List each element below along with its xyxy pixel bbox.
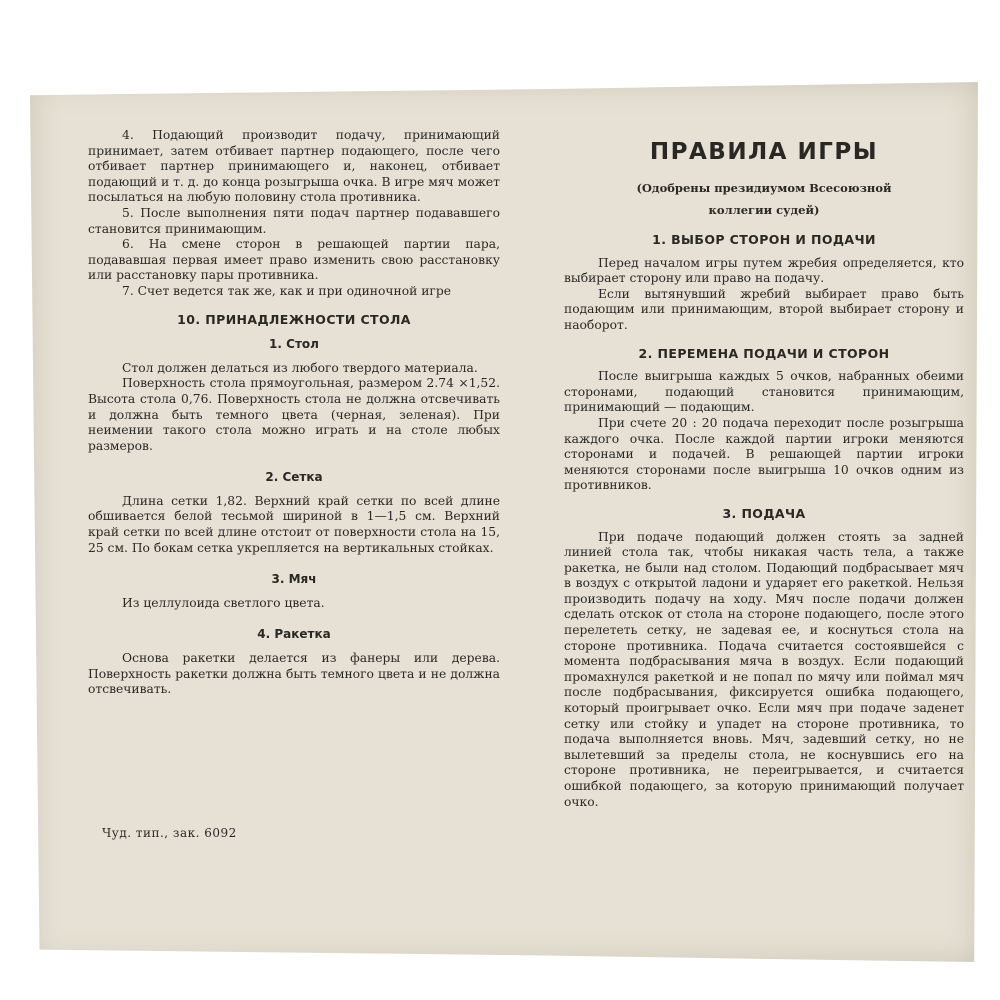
right-column (564, 130, 964, 810)
section-10-heading: 10. ПРИНАДЛЕЖНОСТИ СТОЛА (177, 311, 411, 327)
rule-4-paragraph: 4. Подающий производит подачу, принимающий принимает, затем отбивает партнер подающего, после чего отбивает партнер принимающего и, наконец, отбивает подающий и т. д. до конца розыгрыша очка. В игре мяч может посылаться на любую половину стола противника. (88, 128, 500, 205)
net-paragraph: Длина сетки 1,82. Верхний край сетки по всей длине обшивается белой тесьмой шириной в 1—1,5 см. Верхний край сетки по всей длине отстоит от поверхности стола на 15, 25 см. По бокам сетка укрепляется на вертикальных стойках. (88, 493, 500, 555)
racket-heading: 4. Ракетка (257, 627, 331, 642)
approval-line-1: (Одобрены президиумом Всесоюзной (636, 181, 892, 195)
section-3-paragraph: При подаче подающий должен стоять за задней линией стола так, чтобы никакая часть тела, а также ракетка, не были над столом. Подающий подбрасывает мяч в воздух с открытой ладони и ударяет его ракеткой. Нельзя производить подачу на ходу. Мяч после подачи должен сделать отскок от стола на стороне подающего, после этого перелететь сетку, не задевая ее, и коснуться стола на стороне противника. Подача считается состоявшейся с момента подбрасывания мяча в воздух. Если подающий промахнулся ракеткой и не попал по мячу или поймал мяч после подбрасывания, фиксируется ошибка подающего, который проигрывает очко. Если мяч при подаче заденет сетку или стойку и упадет на стороне противника, то подача выполняется вновь. Мяч, задевший сетку, но не вылетевший за пределы стола, не коснувшись его на стороне противника, не переигрывается, и считается ошибкой подающего, за которую принимающий получает очко. (564, 529, 964, 809)
section-2-paragraph-2: При счете 20 : 20 подача переходит после розыгрыша каждого очка. После каждой партии игроки меняются сторонами и подачей. В решающей партии игроки меняются сторонами после выигрыша 10 очков одним из противников. (564, 415, 964, 493)
section-1-paragraph-1: Перед началом игры путем жребия определяется, кто выбирает сторону или право на подачу. (564, 255, 964, 286)
printer-imprint: Чуд. тип., зак. 6092 (102, 826, 237, 840)
page-title: ПРАВИЛА ИГРЫ (649, 139, 879, 165)
section-1-heading: 1. ВЫБОР СТОРОН И ПОДАЧИ (652, 232, 876, 247)
approval-line-2: коллегии судей) (708, 203, 820, 217)
table-paragraph-1: Стол должен делаться из любого твердого материала. (122, 360, 478, 375)
left-column (88, 128, 500, 698)
rule-7-paragraph: 7. Счет ведется так же, как и при одиночной игре (122, 283, 451, 298)
table-paragraph-2: Поверхность стола прямоугольная, размером 2.74 ×1,52. Высота стола 0,76. Поверхность стола не должна отсвечивать и должна быть темного цвета (черная, зеленая). При неимении такого стола можно играть и на столе любых размеров. (88, 376, 500, 453)
ball-paragraph: Из целлулоида светлого цвета. (122, 595, 325, 610)
section-2-heading: 2. ПЕРЕМЕНА ПОДАЧИ И СТОРОН (638, 345, 890, 361)
net-heading: 2. Сетка (265, 470, 323, 485)
ball-heading: 3. Мяч (271, 572, 317, 587)
table-heading: 1. Стол (269, 337, 319, 352)
section-3-heading: 3. ПОДАЧА (722, 505, 806, 521)
rule-5-paragraph: 5. После выполнения пяти подач партнер подававшего становится принимающим. (88, 205, 500, 236)
section-1-paragraph-2: Если вытянувший жребий выбирает право быть подающим или принимающим, второй выбирает сторону и наоборот. (564, 286, 964, 332)
section-2-paragraph-1: После выигрыша каждых 5 очков, набранных обеими сторонами, подающий становится принимающим, принимающий — подающим. (564, 369, 964, 415)
racket-paragraph: Основа ракетки делается из фанеры или дерева. Поверхность ракетки должна быть темного цвета и не должна отсвечивать. (88, 651, 500, 697)
rule-6-paragraph: 6. На смене сторон в решающей партии пара, подававшая первая имеет право изменить свою расстановку или расстановку пары противника. (88, 237, 500, 283)
